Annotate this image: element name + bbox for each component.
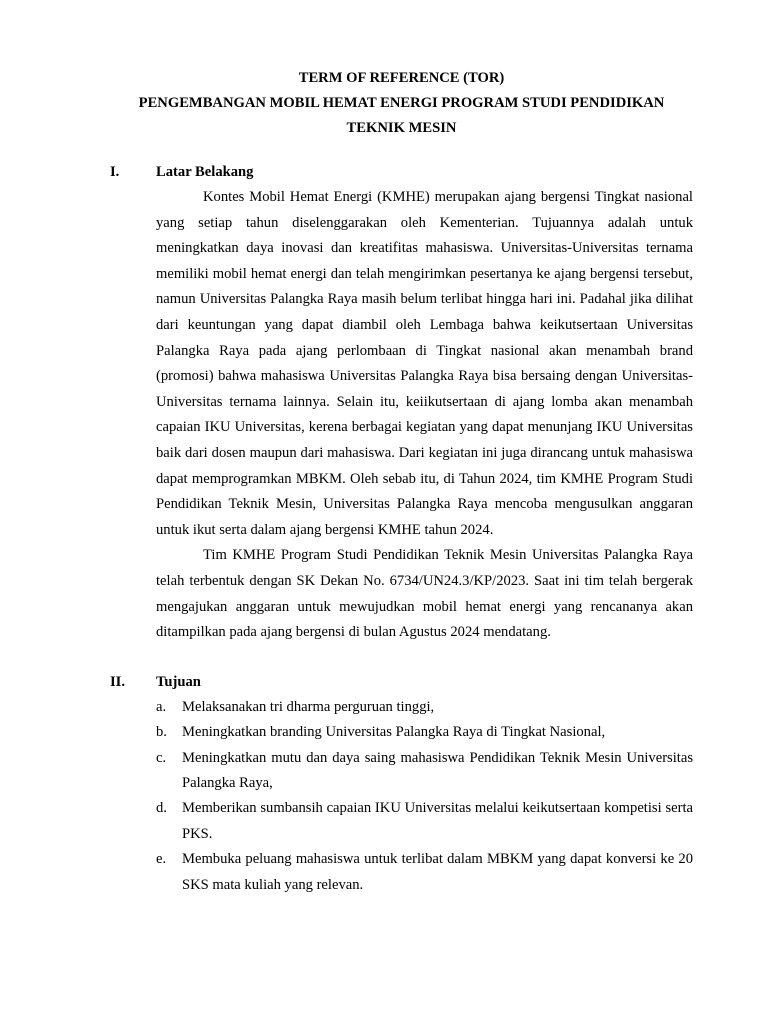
section-title: Latar Belakang bbox=[156, 164, 254, 180]
list-item-text: Meningkatkan branding Universitas Palangka Raya di Tingkat Nasional, bbox=[182, 724, 606, 741]
objectives-list bbox=[156, 695, 693, 898]
list-item bbox=[156, 746, 693, 797]
title-line-1: TERM OF REFERENCE (TOR) bbox=[298, 70, 505, 86]
list-item-text: Memberikan sumbansih capaian IKU Universitas melalui keikutsertaan kompetisi serta PKS. bbox=[182, 800, 693, 842]
title-line-2: PENGEMBANGAN MOBIL HEMAT ENERGI PROGRAM STUDI PENDIDIKAN bbox=[138, 95, 665, 111]
list-item bbox=[156, 695, 693, 720]
section-number: I. bbox=[110, 164, 120, 180]
section-tujuan bbox=[110, 670, 693, 898]
document-title bbox=[110, 66, 693, 141]
list-marker: a. bbox=[156, 698, 167, 715]
paragraph: Tim KMHE Program Studi Pendidikan Teknik Mesin Universitas Palangka Raya telah terbentuk dengan SK Dekan No. 6734/UN24.3/KP/2023. Saat ini tim telah bergerak mengajukan anggaran untuk mewujudkan mobil hemat energi yang rencananya akan ditampilkan pada ajang bergensi di bulan Agustus 2024 mendatang. bbox=[156, 547, 693, 641]
paragraph: Kontes Mobil Hemat Energi (KMHE) merupakan ajang bergensi Tingkat nasional yang setiap tahun diselenggarakan oleh Kementerian. Tujuannya adalah untuk meningkatkan daya inovasi dan kreatifitas mahasiswa. Universitas-Universitas ternama memiliki mobil hemat energi dan telah mengirimkan pesertanya ke ajang bergensi tersebut, namun Universitas Palangka Raya masih belum terlibat hingga hari ini. Padahal jika dilihat dari keuntungan yang dapat diambil oleh Lembaga bahwa keikutsertaan Universitas Palangka Raya pada ajang perlombaan di Tingkat nasional akan menambah brand (promosi) bahwa mahasiswa Universitas Palangka Raya bisa bersaing dengan Universitas-Universitas ternama lainnya. Selain itu, keiikutsertaan di ajang lomba akan menambah capaian IKU Universitas, kerena berbagai kegiatan yang dapat menunjang IKU Universitas baik dari dosen maupun dari mahasiswa. Dari kegiatan ini juga dirancang untuk mahasiswa dapat memprogramkan MBKM. Oleh sebab itu, di Tahun 2024, tim KMHE Program Studi Pendidikan Teknik Mesin, Universitas Palangka Raya mencoba mengusulkan anggaran untuk ikut serta dalam ajang bergensi KMHE tahun 2024. bbox=[156, 189, 693, 538]
list-marker: e. bbox=[156, 851, 167, 868]
section-number: II. bbox=[110, 673, 126, 690]
list-item-text: Membuka peluang mahasiswa untuk terlibat dalam MBKM yang dapat konversi ke 20 SKS mata kuliah yang relevan. bbox=[182, 851, 693, 893]
list-marker: c. bbox=[156, 749, 167, 766]
list-item bbox=[156, 796, 693, 847]
section-title: Tujuan bbox=[156, 673, 201, 690]
list-item bbox=[156, 720, 693, 745]
list-marker: b. bbox=[156, 724, 167, 741]
list-item-text: Meningkatkan mutu dan daya saing mahasiswa Pendidikan Teknik Mesin Universitas Palangka Raya, bbox=[182, 749, 693, 791]
section-latar-belakang bbox=[110, 160, 693, 646]
list-item bbox=[156, 847, 693, 898]
section-heading bbox=[110, 160, 693, 185]
title-line-3: TEKNIK MESIN bbox=[346, 120, 457, 136]
list-marker: d. bbox=[156, 800, 167, 817]
section-heading bbox=[110, 670, 693, 695]
list-item-text: Melaksanakan tri dharma perguruan tinggi, bbox=[182, 698, 435, 715]
